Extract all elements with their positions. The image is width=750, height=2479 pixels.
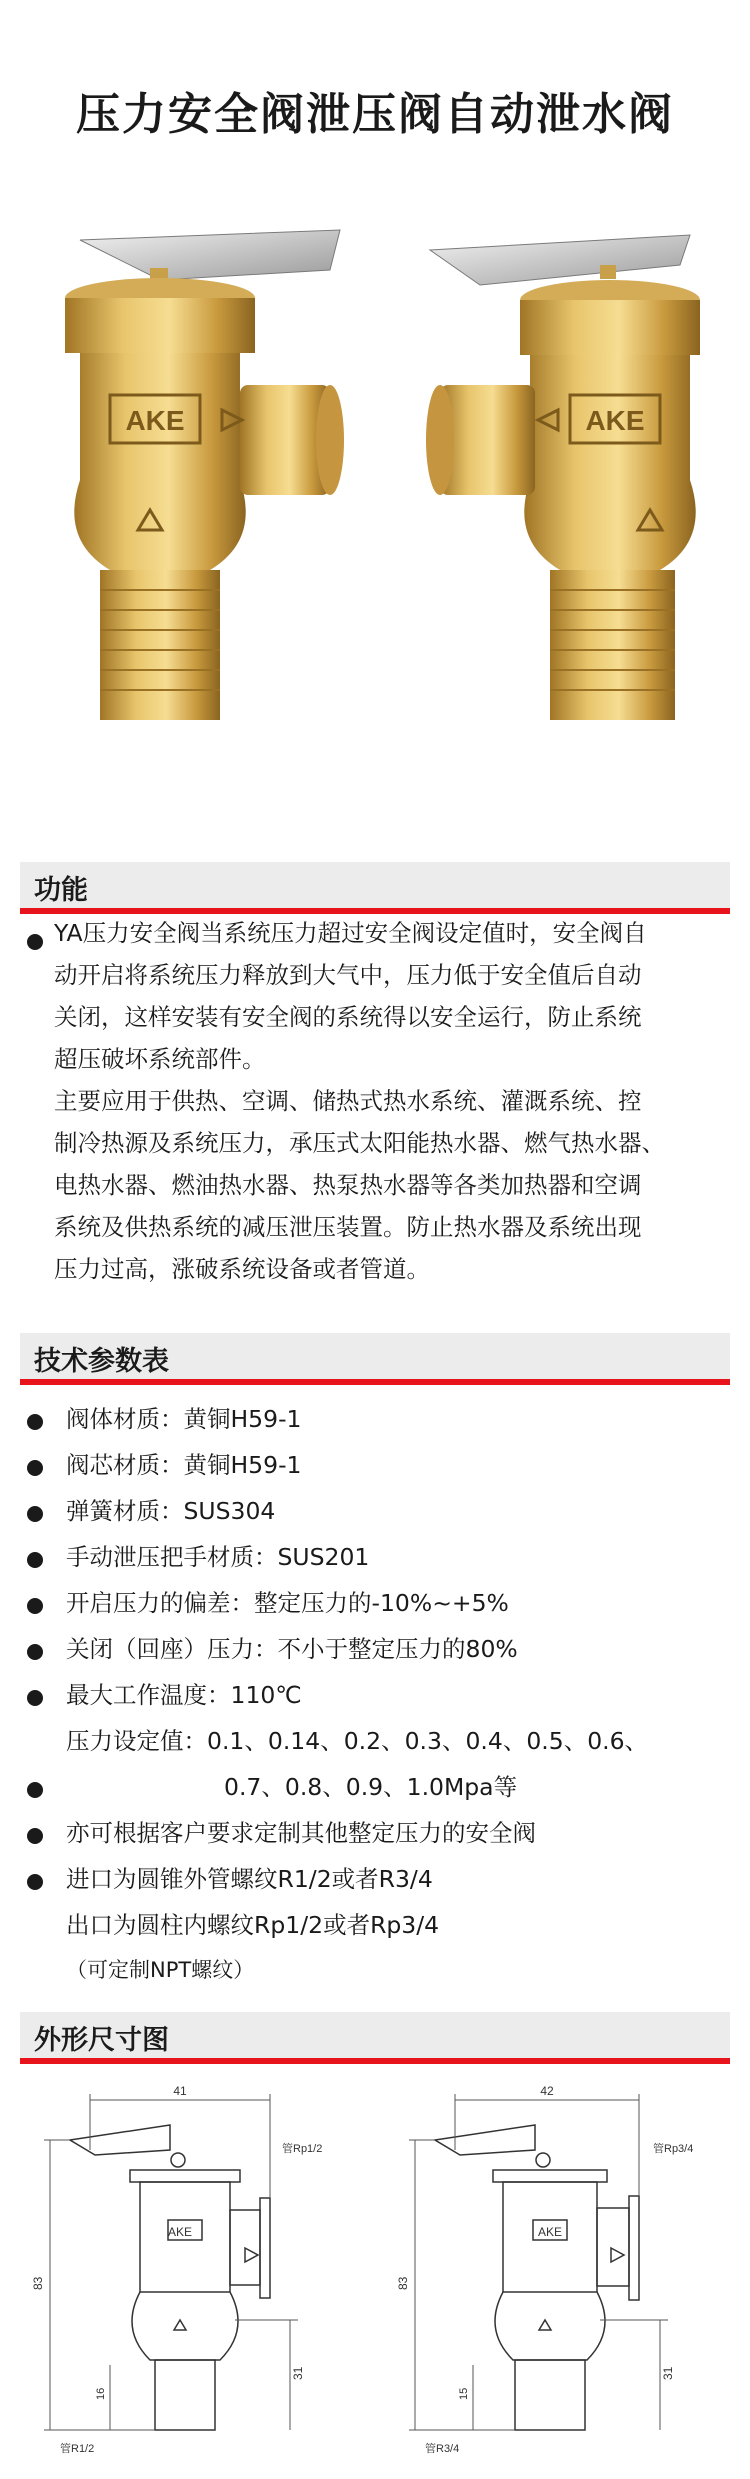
text-line: 主要应用于供热、空调、储热式热水系统、灌溉系统、控 xyxy=(54,1087,642,1115)
spec-item: 关闭（回座）压力：不小于整定压力的80% xyxy=(66,1635,518,1663)
spec-note: （可定制NPT螺纹） xyxy=(66,1958,255,1982)
photo-logo-left: AKE xyxy=(125,405,185,436)
bullet-dot xyxy=(27,1460,43,1476)
inlet-thread-label: 管R3/4 xyxy=(425,2443,460,2455)
spec-item: 亦可根据客户要求定制其他整定压力的安全阀 xyxy=(66,1819,536,1847)
bullet-dot xyxy=(27,1782,43,1798)
valve-photo-right xyxy=(400,210,730,770)
section-heading-dimensions xyxy=(20,2012,730,2064)
dimension-drawing-right xyxy=(385,2080,725,2470)
text-line: 关闭，这样安装有安全阀的系统得以安全运行，防止系统 xyxy=(54,1003,642,1031)
bullet-dot xyxy=(27,1598,43,1614)
outlet-thread-label: 管Rp1/2 xyxy=(282,2143,323,2155)
drawing-logo: AKE xyxy=(537,2225,563,2239)
dim-height-label: 83 xyxy=(31,2276,45,2290)
bullet-dot xyxy=(27,1874,43,1890)
spec-item: 阀芯材质：黄铜H59-1 xyxy=(66,1451,302,1479)
bullet-dot xyxy=(27,934,43,950)
spec-item: 手动泄压把手材质：SUS201 xyxy=(66,1543,370,1571)
drawing-logo: AKE xyxy=(167,2225,193,2239)
text-line: YA压力安全阀当系统压力超过安全阀设定值时，安全阀自 xyxy=(54,919,647,947)
text-line: 系统及供热系统的减压泄压装置。防止热水器及系统出现 xyxy=(54,1213,642,1241)
bullet-dot xyxy=(27,1552,43,1568)
function-description xyxy=(54,912,744,1290)
bullet-dot xyxy=(27,1644,43,1660)
section-heading-specs xyxy=(20,1333,730,1385)
dim-thread-length-label: 15 xyxy=(458,2387,470,2400)
bullet-dot xyxy=(27,1828,43,1844)
dim-width-label: 41 xyxy=(173,2084,187,2098)
dim-lower-label: 31 xyxy=(291,2366,305,2380)
spec-item: 进口为圆锥外管螺纹R1/2或者R3/4 xyxy=(66,1865,433,1893)
text-line: 动开启将系统压力释放到大气中，压力低于安全值后自动 xyxy=(54,961,642,989)
outlet-thread-label: 管Rp3/4 xyxy=(653,2143,694,2155)
spec-item: 阀体材质：黄铜H59-1 xyxy=(66,1405,302,1433)
spec-item: 开启压力的偏差：整定压力的-10%~+5% xyxy=(66,1589,509,1617)
page-title: 压力安全阀泄压阀自动泄水阀 xyxy=(76,89,674,140)
dimension-drawing-left xyxy=(20,2080,350,2470)
text-line: 电热水器、燃油热水器、热泵热水器等各类加热器和空调 xyxy=(54,1171,642,1199)
section-title: 功能 xyxy=(34,875,88,906)
spec-item: 出口为圆柱内螺纹Rp1/2或者Rp3/4 xyxy=(66,1911,440,1939)
spec-item: 最大工作温度：110℃ xyxy=(66,1681,302,1709)
bullet-dot xyxy=(27,1506,43,1522)
dim-height-label: 83 xyxy=(396,2276,410,2290)
bullet-dot xyxy=(27,1414,43,1430)
text-line: 超压破坏系统部件。 xyxy=(54,1045,266,1073)
text-line: 制冷热源及系统压力，承压式太阳能热水器、燃气热水器、 xyxy=(54,1129,665,1157)
dim-width-label: 42 xyxy=(540,2084,554,2098)
spec-item: 弹簧材质：SUS304 xyxy=(66,1497,276,1525)
section-heading-function xyxy=(20,862,730,914)
inlet-thread-label: 管R1/2 xyxy=(60,2443,95,2455)
spec-item: 压力设定值：0.1、0.14、0.2、0.3、0.4、0.5、0.6、 xyxy=(66,1727,649,1755)
text-line: 压力过高，涨破系统设备或者管道。 xyxy=(54,1255,430,1283)
spec-item: 0.7、0.8、0.9、1.0Mpa等 xyxy=(224,1773,518,1801)
section-title: 外形尺寸图 xyxy=(34,2025,169,2056)
bullet-dot xyxy=(27,1690,43,1706)
section-title: 技术参数表 xyxy=(34,1346,169,1377)
valve-photo-left xyxy=(40,210,370,770)
dim-lower-label: 31 xyxy=(661,2366,675,2380)
photo-logo-right: AKE xyxy=(585,405,645,436)
dim-thread-length-label: 16 xyxy=(95,2387,107,2400)
